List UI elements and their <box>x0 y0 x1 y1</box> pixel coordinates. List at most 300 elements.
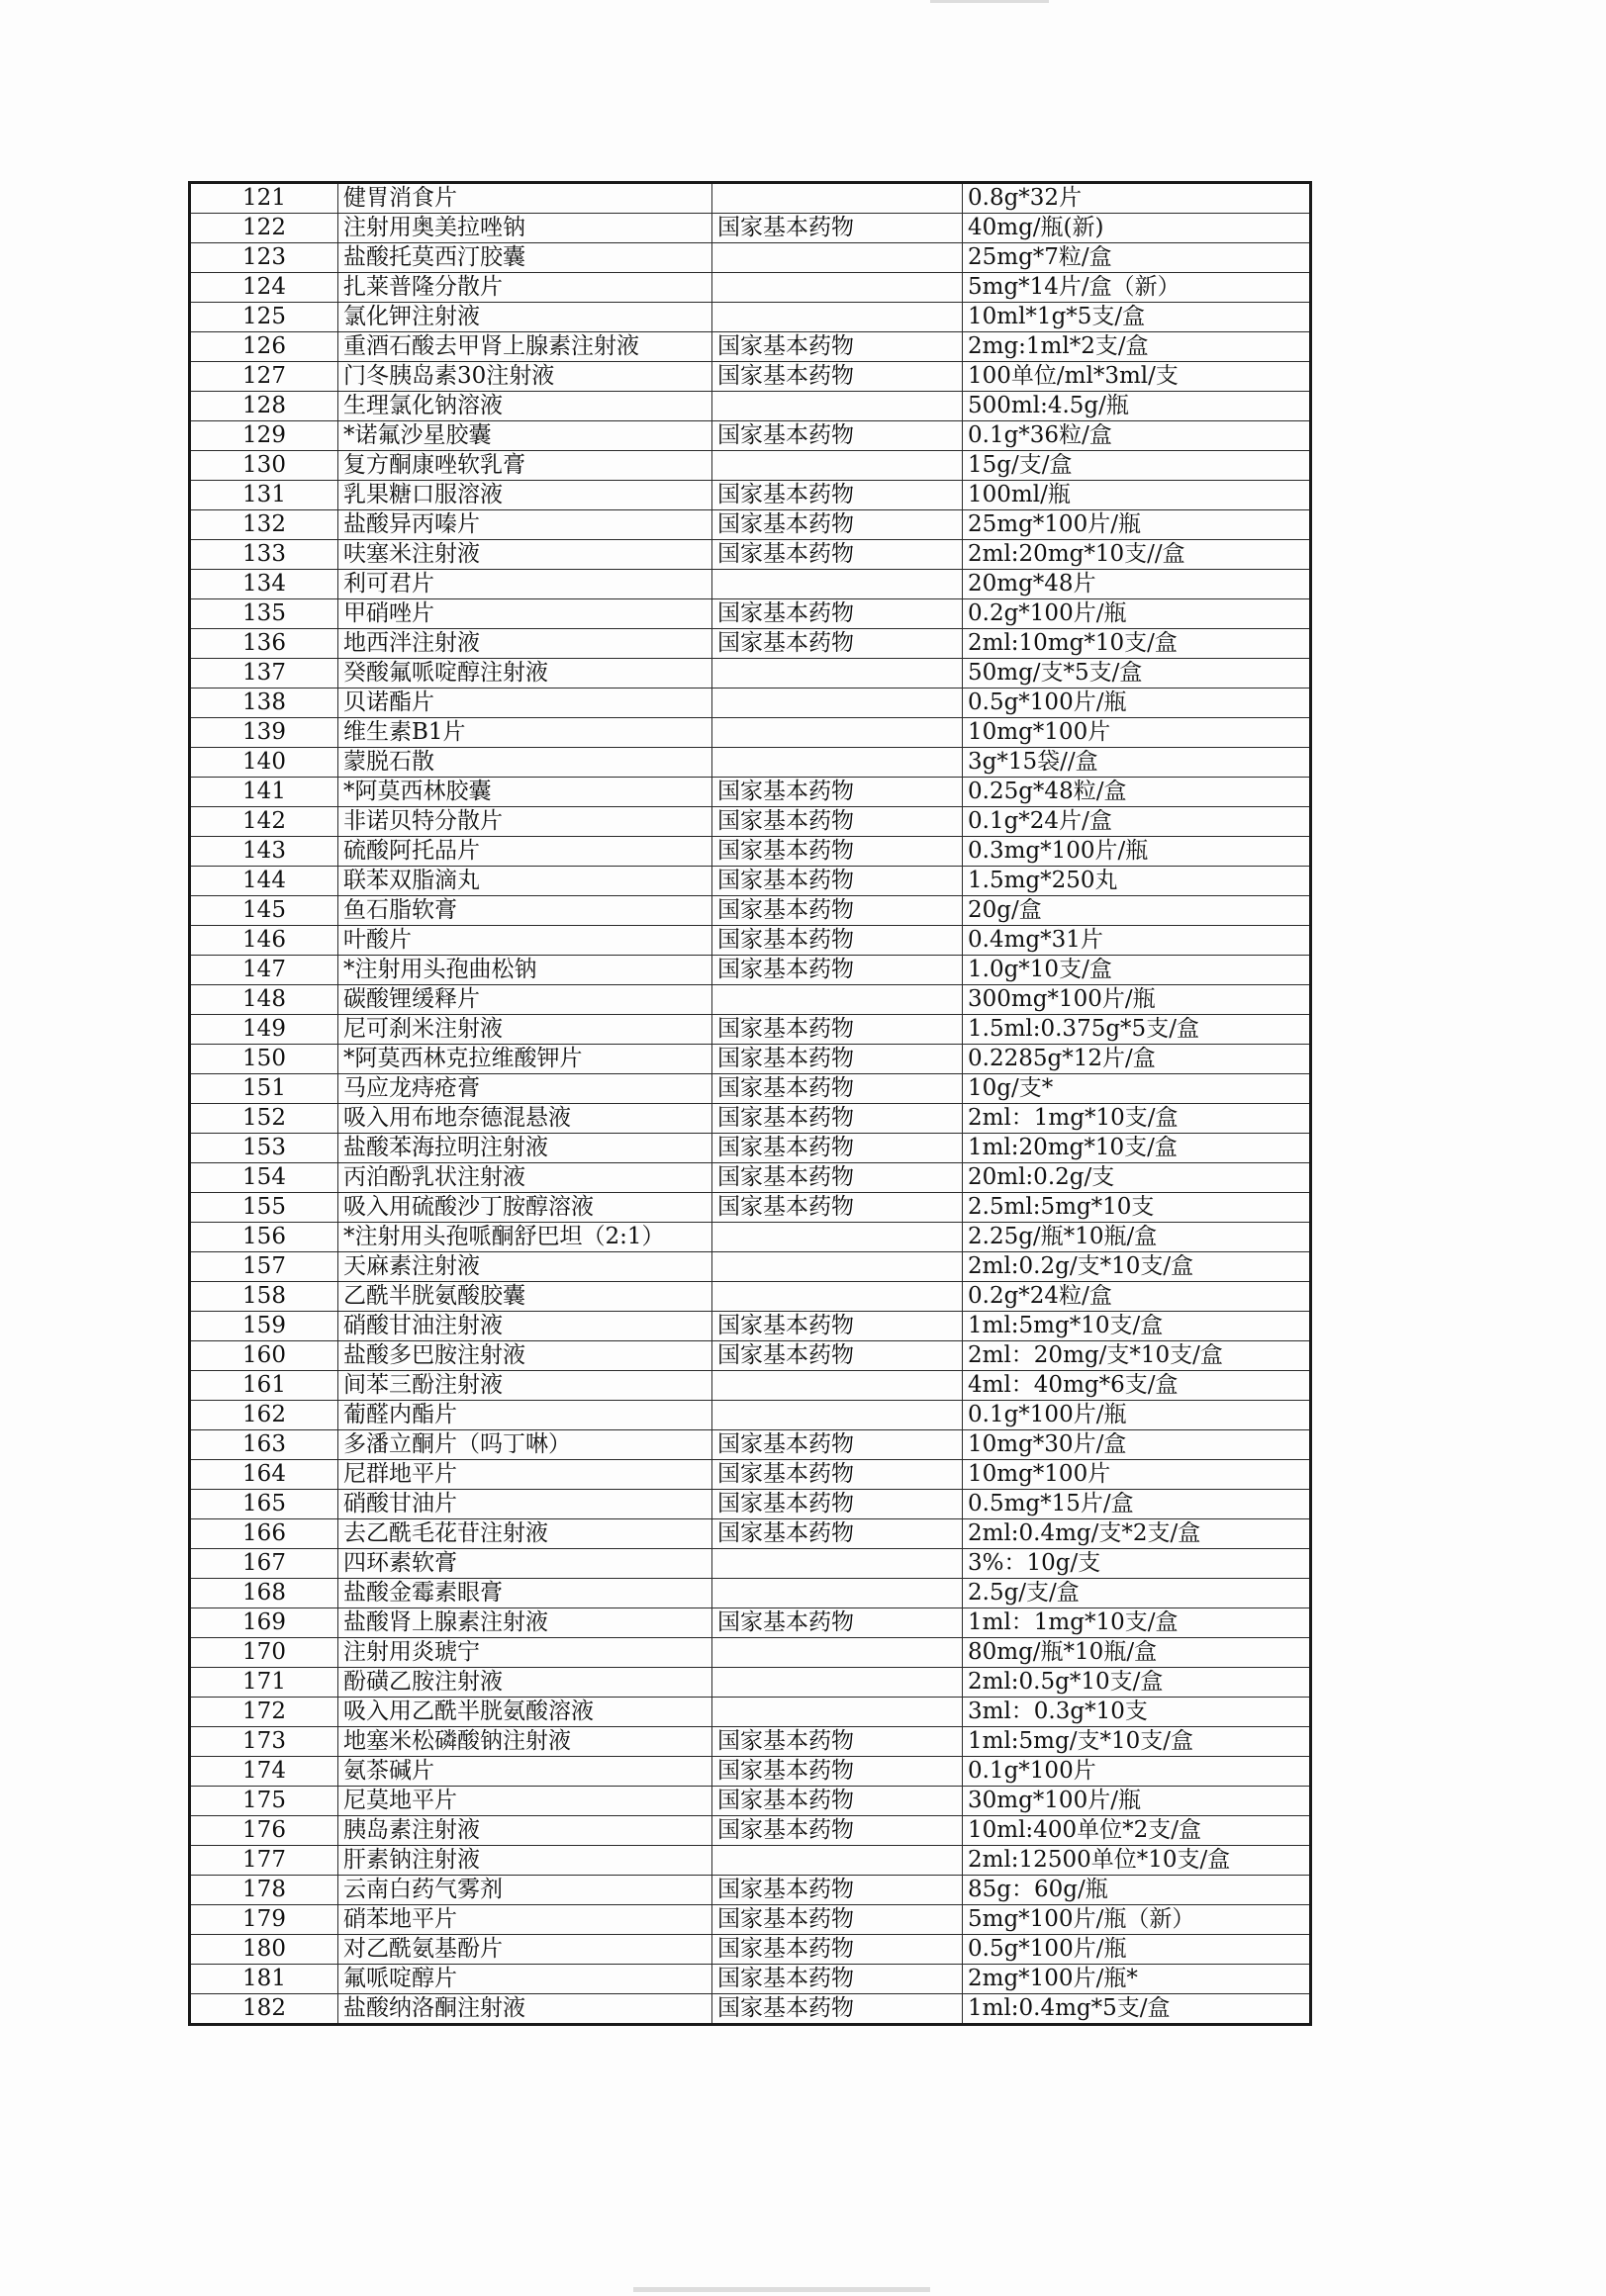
drug-specification: 0.2g*100片/瓶 <box>963 599 1311 629</box>
drug-category <box>712 1401 963 1430</box>
table-row <box>190 451 1311 481</box>
table-row <box>190 214 1311 243</box>
row-number: 123 <box>190 243 338 273</box>
drug-specification: 1ml:5mg/支*10支/盒 <box>963 1727 1311 1757</box>
drug-specification: 1ml:0.4mg*5支/盒 <box>963 1994 1311 2025</box>
drug-specification: 5mg*14片/盒（新） <box>963 273 1311 303</box>
row-number: 130 <box>190 451 338 481</box>
drug-specification: 2ml：20mg/支*10支/盒 <box>963 1341 1311 1371</box>
drug-category <box>712 1638 963 1668</box>
drug-specification: 500ml:4.5g/瓶 <box>963 392 1311 421</box>
drug-specification: 10ml:400单位*2支/盒 <box>963 1816 1311 1846</box>
drug-category: 国家基本药物 <box>712 1935 963 1965</box>
drug-specification: 300mg*100片/瓶 <box>963 985 1311 1015</box>
table-row <box>190 837 1311 867</box>
drug-name: 注射用奥美拉唑钠 <box>338 214 712 243</box>
drug-name: 尼可刹米注射液 <box>338 1015 712 1045</box>
drug-name: 间苯三酚注射液 <box>338 1371 712 1401</box>
drug-category: 国家基本药物 <box>712 1519 963 1549</box>
row-number: 167 <box>190 1549 338 1579</box>
drug-category: 国家基本药物 <box>712 1015 963 1045</box>
table-row <box>190 629 1311 659</box>
drug-name: 健胃消食片 <box>338 183 712 214</box>
row-number: 166 <box>190 1519 338 1549</box>
table-row <box>190 748 1311 778</box>
drug-name: 硝苯地平片 <box>338 1905 712 1935</box>
row-number: 149 <box>190 1015 338 1045</box>
drug-specification: 2ml:12500单位*10支/盒 <box>963 1846 1311 1876</box>
drug-specification: 0.8g*32片 <box>963 183 1311 214</box>
row-number: 169 <box>190 1608 338 1638</box>
table-row <box>190 1341 1311 1371</box>
drug-category: 国家基本药物 <box>712 926 963 956</box>
row-number: 168 <box>190 1579 338 1608</box>
table-row <box>190 1163 1311 1193</box>
drug-specification: 0.25g*48粒/盒 <box>963 778 1311 807</box>
table-row <box>190 956 1311 985</box>
row-number: 134 <box>190 570 338 599</box>
drug-name: 马应龙痔疮膏 <box>338 1074 712 1104</box>
drug-specification: 0.2g*24粒/盒 <box>963 1282 1311 1312</box>
table-row <box>190 778 1311 807</box>
drug-name: *阿莫西林胶囊 <box>338 778 712 807</box>
table-row <box>190 1727 1311 1757</box>
drug-name: 吸入用硫酸沙丁胺醇溶液 <box>338 1193 712 1223</box>
row-number: 181 <box>190 1965 338 1994</box>
drug-name: 呋塞米注射液 <box>338 540 712 570</box>
drug-category <box>712 1223 963 1252</box>
drug-category: 国家基本药物 <box>712 599 963 629</box>
drug-name: 扎莱普隆分散片 <box>338 273 712 303</box>
drug-name: 非诺贝特分散片 <box>338 807 712 837</box>
drug-category <box>712 1579 963 1608</box>
drug-category <box>712 1252 963 1282</box>
drug-specification: 10mg*100片 <box>963 718 1311 748</box>
drug-name: 盐酸金霉素眼膏 <box>338 1579 712 1608</box>
table-row <box>190 1401 1311 1430</box>
table-row <box>190 1638 1311 1668</box>
drug-category <box>712 273 963 303</box>
row-number: 153 <box>190 1134 338 1163</box>
drug-name: 生理氯化钠溶液 <box>338 392 712 421</box>
drug-specification: 15g/支/盒 <box>963 451 1311 481</box>
drug-name: 氯化钾注射液 <box>338 303 712 332</box>
drug-category: 国家基本药物 <box>712 1074 963 1104</box>
drug-name: 酚磺乙胺注射液 <box>338 1668 712 1698</box>
row-number: 140 <box>190 748 338 778</box>
table-row <box>190 718 1311 748</box>
table-row <box>190 1608 1311 1638</box>
row-number: 133 <box>190 540 338 570</box>
drug-category <box>712 659 963 689</box>
drug-name: 尼群地平片 <box>338 1460 712 1490</box>
row-number: 177 <box>190 1846 338 1876</box>
scan-artifact-bottom <box>633 2287 930 2292</box>
drug-category <box>712 1846 963 1876</box>
table-row <box>190 1460 1311 1490</box>
drug-name: *注射用头孢哌酮舒巴坦（2:1） <box>338 1223 712 1252</box>
table-row <box>190 1282 1311 1312</box>
drug-category: 国家基本药物 <box>712 1905 963 1935</box>
drug-name: 吸入用乙酰半胱氨酸溶液 <box>338 1698 712 1727</box>
drug-category: 国家基本药物 <box>712 1460 963 1490</box>
row-number: 148 <box>190 985 338 1015</box>
table-row <box>190 243 1311 273</box>
drug-specification: 20g/盒 <box>963 896 1311 926</box>
drug-category <box>712 748 963 778</box>
drug-specification: 0.1g*36粒/盒 <box>963 421 1311 451</box>
drug-list-body <box>190 183 1311 2025</box>
drug-specification: 4ml：40mg*6支/盒 <box>963 1371 1311 1401</box>
drug-name: 盐酸多巴胺注射液 <box>338 1341 712 1371</box>
drug-name: 盐酸肾上腺素注射液 <box>338 1608 712 1638</box>
row-number: 142 <box>190 807 338 837</box>
row-number: 129 <box>190 421 338 451</box>
drug-category: 国家基本药物 <box>712 421 963 451</box>
drug-category <box>712 183 963 214</box>
drug-specification: 0.1g*24片/盒 <box>963 807 1311 837</box>
drug-specification: 2ml：1mg*10支/盒 <box>963 1104 1311 1134</box>
row-number: 178 <box>190 1876 338 1905</box>
row-number: 131 <box>190 481 338 510</box>
drug-name: 吸入用布地奈德混悬液 <box>338 1104 712 1134</box>
row-number: 162 <box>190 1401 338 1430</box>
drug-category: 国家基本药物 <box>712 629 963 659</box>
drug-category <box>712 392 963 421</box>
drug-category <box>712 243 963 273</box>
drug-name: 乙酰半胱氨酸胶囊 <box>338 1282 712 1312</box>
table-row <box>190 1965 1311 1994</box>
drug-specification: 1ml:5mg*10支/盒 <box>963 1312 1311 1341</box>
row-number: 144 <box>190 867 338 896</box>
row-number: 125 <box>190 303 338 332</box>
drug-name: 硝酸甘油注射液 <box>338 1312 712 1341</box>
row-number: 179 <box>190 1905 338 1935</box>
drug-category: 国家基本药物 <box>712 510 963 540</box>
table-row <box>190 659 1311 689</box>
drug-specification: 3g*15袋//盒 <box>963 748 1311 778</box>
drug-specification: 25mg*7粒/盒 <box>963 243 1311 273</box>
table-row <box>190 540 1311 570</box>
row-number: 156 <box>190 1223 338 1252</box>
row-number: 174 <box>190 1757 338 1787</box>
drug-category: 国家基本药物 <box>712 896 963 926</box>
table-row <box>190 481 1311 510</box>
row-number: 175 <box>190 1787 338 1816</box>
drug-category: 国家基本药物 <box>712 1965 963 1994</box>
drug-specification: 1ml:20mg*10支/盒 <box>963 1134 1311 1163</box>
drug-name: 地西泮注射液 <box>338 629 712 659</box>
drug-category: 国家基本药物 <box>712 332 963 362</box>
drug-name: *注射用头孢曲松钠 <box>338 956 712 985</box>
drug-name: *阿莫西林克拉维酸钾片 <box>338 1045 712 1074</box>
drug-category: 国家基本药物 <box>712 1490 963 1519</box>
table-row <box>190 1668 1311 1698</box>
drug-specification: 2.5g/支/盒 <box>963 1579 1311 1608</box>
drug-name: 联苯双脂滴丸 <box>338 867 712 896</box>
table-row <box>190 1549 1311 1579</box>
row-number: 172 <box>190 1698 338 1727</box>
table-row <box>190 599 1311 629</box>
row-number: 135 <box>190 599 338 629</box>
drug-category <box>712 1371 963 1401</box>
row-number: 145 <box>190 896 338 926</box>
table-row <box>190 392 1311 421</box>
drug-specification: 2ml:0.5g*10支/盒 <box>963 1668 1311 1698</box>
row-number: 180 <box>190 1935 338 1965</box>
drug-name: 云南白药气雾剂 <box>338 1876 712 1905</box>
drug-specification: 5mg*100片/瓶（新） <box>963 1905 1311 1935</box>
drug-name: 注射用炎琥宁 <box>338 1638 712 1668</box>
table-row <box>190 1846 1311 1876</box>
drug-category: 国家基本药物 <box>712 362 963 392</box>
drug-name: 地塞米松磷酸钠注射液 <box>338 1727 712 1757</box>
row-number: 171 <box>190 1668 338 1698</box>
drug-specification: 0.5g*100片/瓶 <box>963 689 1311 718</box>
drug-category: 国家基本药物 <box>712 1876 963 1905</box>
row-number: 151 <box>190 1074 338 1104</box>
drug-category <box>712 1698 963 1727</box>
table-row <box>190 362 1311 392</box>
drug-specification: 20mg*48片 <box>963 570 1311 599</box>
drug-name: 鱼石脂软膏 <box>338 896 712 926</box>
drug-category: 国家基本药物 <box>712 1341 963 1371</box>
row-number: 176 <box>190 1816 338 1846</box>
drug-category <box>712 1282 963 1312</box>
drug-name: 对乙酰氨基酚片 <box>338 1935 712 1965</box>
drug-category: 国家基本药物 <box>712 1104 963 1134</box>
drug-name: 盐酸苯海拉明注射液 <box>338 1134 712 1163</box>
table-row <box>190 985 1311 1015</box>
table-row <box>190 1193 1311 1223</box>
drug-category: 国家基本药物 <box>712 1816 963 1846</box>
drug-specification: 2ml:0.2g/支*10支/盒 <box>963 1252 1311 1282</box>
drug-specification: 2mg*100片/瓶* <box>963 1965 1311 1994</box>
drug-specification: 10mg*100片 <box>963 1460 1311 1490</box>
drug-specification: 20ml:0.2g/支 <box>963 1163 1311 1193</box>
drug-name: 乳果糖口服溶液 <box>338 481 712 510</box>
row-number: 158 <box>190 1282 338 1312</box>
row-number: 124 <box>190 273 338 303</box>
drug-name: 天麻素注射液 <box>338 1252 712 1282</box>
drug-name: 甲硝唑片 <box>338 599 712 629</box>
row-number: 127 <box>190 362 338 392</box>
row-number: 173 <box>190 1727 338 1757</box>
table-row <box>190 183 1311 214</box>
table-row <box>190 1876 1311 1905</box>
drug-specification: 2.5ml:5mg*10支 <box>963 1193 1311 1223</box>
drug-specification: 85g：60g/瓶 <box>963 1876 1311 1905</box>
table-row <box>190 926 1311 956</box>
table-row <box>190 1430 1311 1460</box>
drug-category: 国家基本药物 <box>712 1312 963 1341</box>
drug-name: 复方酮康唑软乳膏 <box>338 451 712 481</box>
table-row <box>190 1045 1311 1074</box>
drug-specification: 10ml*1g*5支/盒 <box>963 303 1311 332</box>
drug-name: 碳酸锂缓释片 <box>338 985 712 1015</box>
scan-artifact-top <box>930 0 1049 3</box>
drug-name: 氨茶碱片 <box>338 1757 712 1787</box>
drug-name: 肝素钠注射液 <box>338 1846 712 1876</box>
table-row <box>190 1787 1311 1816</box>
table-row <box>190 1074 1311 1104</box>
drug-specification: 2ml:20mg*10支//盒 <box>963 540 1311 570</box>
drug-name: 硫酸阿托品片 <box>338 837 712 867</box>
drug-category: 国家基本药物 <box>712 214 963 243</box>
drug-name: 利可君片 <box>338 570 712 599</box>
drug-specification: 25mg*100片/瓶 <box>963 510 1311 540</box>
table-row <box>190 1252 1311 1282</box>
row-number: 161 <box>190 1371 338 1401</box>
row-number: 137 <box>190 659 338 689</box>
table-row <box>190 1015 1311 1045</box>
row-number: 152 <box>190 1104 338 1134</box>
table-row <box>190 807 1311 837</box>
drug-category: 国家基本药物 <box>712 1193 963 1223</box>
drug-category: 国家基本药物 <box>712 1727 963 1757</box>
drug-list-table <box>188 181 1312 2026</box>
drug-category: 国家基本药物 <box>712 867 963 896</box>
drug-category <box>712 1668 963 1698</box>
drug-category: 国家基本药物 <box>712 1757 963 1787</box>
table-row <box>190 332 1311 362</box>
row-number: 147 <box>190 956 338 985</box>
row-number: 165 <box>190 1490 338 1519</box>
drug-name: 盐酸纳洛酮注射液 <box>338 1994 712 2025</box>
table-row <box>190 1490 1311 1519</box>
row-number: 141 <box>190 778 338 807</box>
drug-specification: 10mg*30片/盒 <box>963 1430 1311 1460</box>
drug-name: 盐酸托莫西汀胶囊 <box>338 243 712 273</box>
table-row <box>190 1104 1311 1134</box>
drug-specification: 80mg/瓶*10瓶/盒 <box>963 1638 1311 1668</box>
drug-category <box>712 689 963 718</box>
row-number: 121 <box>190 183 338 214</box>
row-number: 182 <box>190 1994 338 2025</box>
row-number: 132 <box>190 510 338 540</box>
table-row <box>190 1905 1311 1935</box>
drug-specification: 50mg/支*5支/盒 <box>963 659 1311 689</box>
drug-name: 硝酸甘油片 <box>338 1490 712 1519</box>
table-row <box>190 273 1311 303</box>
table-row <box>190 1757 1311 1787</box>
drug-category: 国家基本药物 <box>712 956 963 985</box>
drug-name: 丙泊酚乳状注射液 <box>338 1163 712 1193</box>
table-row <box>190 1371 1311 1401</box>
table-row <box>190 1134 1311 1163</box>
table-row <box>190 1816 1311 1846</box>
table-row <box>190 896 1311 926</box>
drug-name: 维生素B1片 <box>338 718 712 748</box>
drug-category <box>712 570 963 599</box>
drug-specification: 0.4mg*31片 <box>963 926 1311 956</box>
row-number: 139 <box>190 718 338 748</box>
drug-category <box>712 718 963 748</box>
drug-name: 四环素软膏 <box>338 1549 712 1579</box>
table-row <box>190 867 1311 896</box>
row-number: 138 <box>190 689 338 718</box>
drug-specification: 1.5mg*250丸 <box>963 867 1311 896</box>
drug-category <box>712 1549 963 1579</box>
drug-specification: 40mg/瓶(新) <box>963 214 1311 243</box>
drug-category: 国家基本药物 <box>712 1134 963 1163</box>
drug-specification: 2ml:0.4mg/支*2支/盒 <box>963 1519 1311 1549</box>
drug-specification: 0.5mg*15片/盒 <box>963 1490 1311 1519</box>
drug-category: 国家基本药物 <box>712 1608 963 1638</box>
row-number: 154 <box>190 1163 338 1193</box>
table-row <box>190 1698 1311 1727</box>
drug-category: 国家基本药物 <box>712 1163 963 1193</box>
drug-specification: 10g/支* <box>963 1074 1311 1104</box>
drug-name: 尼莫地平片 <box>338 1787 712 1816</box>
drug-specification: 100ml/瓶 <box>963 481 1311 510</box>
drug-specification: 1.5ml:0.375g*5支/盒 <box>963 1015 1311 1045</box>
row-number: 128 <box>190 392 338 421</box>
drug-specification: 0.1g*100片/瓶 <box>963 1401 1311 1430</box>
drug-category <box>712 303 963 332</box>
table-row <box>190 570 1311 599</box>
row-number: 136 <box>190 629 338 659</box>
drug-name: *诺氟沙星胶囊 <box>338 421 712 451</box>
row-number: 126 <box>190 332 338 362</box>
row-number: 155 <box>190 1193 338 1223</box>
drug-specification: 2.25g/瓶*10瓶/盒 <box>963 1223 1311 1252</box>
row-number: 122 <box>190 214 338 243</box>
row-number: 160 <box>190 1341 338 1371</box>
drug-specification: 1.0g*10支/盒 <box>963 956 1311 985</box>
drug-name: 蒙脱石散 <box>338 748 712 778</box>
drug-category: 国家基本药物 <box>712 481 963 510</box>
row-number: 150 <box>190 1045 338 1074</box>
drug-name: 葡醛内酯片 <box>338 1401 712 1430</box>
row-number: 157 <box>190 1252 338 1282</box>
drug-category: 国家基本药物 <box>712 807 963 837</box>
table-row <box>190 421 1311 451</box>
drug-specification: 100单位/ml*3ml/支 <box>963 362 1311 392</box>
row-number: 143 <box>190 837 338 867</box>
drug-specification: 3ml：0.3g*10支 <box>963 1698 1311 1727</box>
drug-name: 多潘立酮片（吗丁啉） <box>338 1430 712 1460</box>
drug-specification: 0.5g*100片/瓶 <box>963 1935 1311 1965</box>
drug-name: 重酒石酸去甲肾上腺素注射液 <box>338 332 712 362</box>
drug-category: 国家基本药物 <box>712 1787 963 1816</box>
drug-category <box>712 985 963 1015</box>
drug-name: 叶酸片 <box>338 926 712 956</box>
table-row <box>190 1223 1311 1252</box>
drug-category: 国家基本药物 <box>712 1430 963 1460</box>
drug-name: 门冬胰岛素30注射液 <box>338 362 712 392</box>
drug-name: 氟哌啶醇片 <box>338 1965 712 1994</box>
drug-category: 国家基本药物 <box>712 1994 963 2025</box>
table-row <box>190 1519 1311 1549</box>
row-number: 170 <box>190 1638 338 1668</box>
drug-specification: 2ml:10mg*10支/盒 <box>963 629 1311 659</box>
table-row <box>190 1579 1311 1608</box>
table-row <box>190 1312 1311 1341</box>
drug-specification: 3%：10g/支 <box>963 1549 1311 1579</box>
drug-name: 盐酸异丙嗪片 <box>338 510 712 540</box>
drug-category: 国家基本药物 <box>712 540 963 570</box>
drug-specification: 0.2285g*12片/盒 <box>963 1045 1311 1074</box>
drug-specification: 30mg*100片/瓶 <box>963 1787 1311 1816</box>
drug-category: 国家基本药物 <box>712 778 963 807</box>
drug-specification: 0.1g*100片 <box>963 1757 1311 1787</box>
drug-name: 贝诺酯片 <box>338 689 712 718</box>
drug-name: 去乙酰毛花苷注射液 <box>338 1519 712 1549</box>
drug-category: 国家基本药物 <box>712 837 963 867</box>
drug-specification: 1ml：1mg*10支/盒 <box>963 1608 1311 1638</box>
row-number: 164 <box>190 1460 338 1490</box>
